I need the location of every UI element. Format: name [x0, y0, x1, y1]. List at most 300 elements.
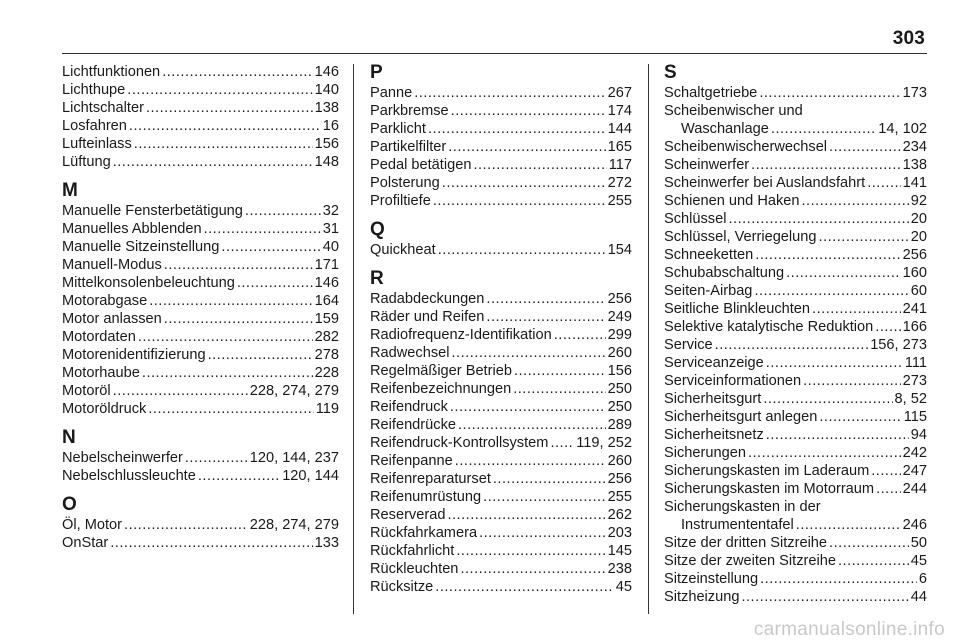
index-entry-term: Radiofrequenz-Identifikation [370, 327, 552, 343]
dot-leader [728, 210, 908, 228]
index-entry-term: Sicherheitsgurt [664, 391, 762, 407]
dot-leader [876, 480, 901, 498]
page-reference: 141 [902, 175, 927, 191]
index-entry-term: Sicherungskasten im Laderaum [664, 463, 870, 479]
dot-leader [760, 570, 917, 588]
page-reference: 255 [607, 193, 632, 209]
index-entry-term: Seiten-Airbag [664, 283, 753, 299]
index-entry [664, 84, 927, 102]
dot-leader [479, 524, 606, 542]
index-entry [62, 467, 339, 485]
page-reference: 31 [322, 221, 339, 237]
index-entry-term: Schlüssel, Verriegelung [664, 229, 817, 245]
index-entry [62, 328, 339, 346]
index-entry-term: Manuelle Sitzeinstellung [62, 239, 220, 255]
page-reference: 267 [607, 85, 632, 101]
page-reference: 140 [314, 82, 339, 98]
index-entry [62, 310, 339, 328]
page-reference: 119 [315, 401, 339, 417]
index-entry [664, 372, 927, 390]
page-reference: 242 [902, 445, 927, 461]
index-entry [370, 344, 632, 362]
dot-leader [771, 120, 876, 138]
page-reference: 250 [607, 381, 632, 397]
index-entry-term: Polsterung [370, 175, 440, 191]
page-reference: 14, 102 [878, 121, 927, 137]
index-entry [664, 336, 927, 354]
index-entry [370, 174, 632, 192]
index-entry-term: Selektive katalytische Reduktion [664, 319, 874, 335]
page-reference: 238 [607, 561, 632, 577]
index-entry [62, 292, 339, 310]
section-letter: R [370, 268, 384, 289]
index-entry-term: Reifendrücke [370, 417, 456, 433]
index-entry-term: Reifenreparaturset [370, 471, 491, 487]
page-reference: 117 [608, 157, 632, 173]
dot-leader [149, 292, 312, 310]
page-reference: 8, 52 [894, 391, 927, 407]
index-entry-term: Reifendruck-Kontrollsystem [370, 435, 549, 451]
index-entry [62, 63, 339, 81]
index-entry-term: Quickheat [370, 242, 436, 258]
index-entry [370, 524, 632, 542]
index-entry-term: Reserverad [370, 507, 446, 523]
dot-leader [838, 552, 909, 570]
index-entry [664, 534, 927, 552]
page-reference: 256 [607, 471, 632, 487]
dot-leader [448, 138, 605, 156]
index-entry [62, 346, 339, 364]
dot-leader [715, 336, 869, 354]
dot-leader [796, 516, 901, 534]
page-reference: 234 [902, 139, 927, 155]
index-entry [664, 138, 927, 156]
index-entry-term: Regelmäßiger Betrieb [370, 363, 512, 379]
page-reference: 20 [910, 229, 927, 245]
dot-leader [513, 380, 605, 398]
index-entry [664, 588, 927, 606]
dot-leader [554, 326, 606, 344]
index-entry-term: Schubabschaltung [664, 265, 785, 281]
dot-leader [113, 382, 248, 400]
dot-leader [442, 174, 606, 192]
index-entry-term: Reifenpanne [370, 453, 453, 469]
page-reference: 145 [607, 543, 632, 559]
dot-leader [486, 308, 605, 326]
index-entry-term: Mittelkonsolenbeleuchtung [62, 275, 235, 291]
index-entry [370, 560, 632, 578]
index-entry-term: Reifendruck [370, 399, 448, 415]
index-entry-term: Radwechsel [370, 345, 450, 361]
page-reference: 228 [314, 365, 339, 381]
index-entry [664, 354, 927, 372]
index-entry-term: Radabdeckungen [370, 291, 485, 307]
dot-leader [473, 156, 606, 174]
dot-leader [550, 434, 574, 452]
dot-leader [428, 120, 606, 138]
page-reference: 20 [910, 211, 927, 227]
page-reference: 247 [902, 463, 927, 479]
index-entry [664, 390, 927, 408]
index-entry-term: Manuelles Abblenden [62, 221, 202, 237]
dot-leader [245, 202, 321, 220]
page-reference: 299 [607, 327, 632, 343]
page-reference: 120, 144, 237 [249, 450, 339, 466]
section-letter: Q [370, 219, 385, 240]
page-reference: 160 [902, 265, 927, 281]
section-letter: M [62, 180, 78, 201]
page-reference: 138 [314, 100, 339, 116]
index-entry [664, 192, 927, 210]
index-entry [62, 135, 339, 153]
index-entry [664, 264, 927, 282]
index-entry-term: Motoröldruck [62, 401, 147, 417]
index-entry [664, 480, 927, 498]
page-reference: 203 [607, 525, 632, 541]
index-entry [664, 444, 927, 462]
index-entry-term: Lüftung [62, 154, 111, 170]
index-entry [664, 408, 927, 426]
page-reference: 45 [615, 579, 632, 595]
page-reference: 173 [902, 85, 927, 101]
index-entry [62, 382, 339, 400]
index-entry-term: Profiltiefe [370, 193, 431, 209]
index-entry [62, 153, 339, 171]
page-reference: 289 [607, 417, 632, 433]
page-reference: 32 [322, 203, 339, 219]
index-entry-term: Manuelle Fensterbetätigung [62, 203, 243, 219]
dot-leader [447, 506, 605, 524]
dot-leader [867, 174, 900, 192]
dot-leader [786, 264, 901, 282]
page-reference: 272 [607, 175, 632, 191]
index-entry-term: Reifenumrüstung [370, 489, 482, 505]
index-entry-term: Sitze der zweiten Sitzreihe [664, 553, 836, 569]
dot-leader [129, 117, 321, 135]
index-entry-term: Sitze der dritten Sitzreihe [664, 535, 828, 551]
page-reference: 94 [910, 427, 927, 443]
index-entry [370, 380, 632, 398]
index-entry-term: Motordaten [62, 329, 136, 345]
page-reference: 164 [314, 293, 339, 309]
index-entry-term: Parkbremse [370, 103, 449, 119]
index-entry [664, 462, 927, 480]
index-entry-term: Serviceanzeige [664, 355, 764, 371]
index-entry-term: Sitzheizung [664, 589, 740, 605]
dot-leader [204, 220, 321, 238]
index-entry [664, 120, 927, 138]
index-entry [370, 326, 632, 344]
page-reference: 111 [904, 355, 927, 371]
page-reference: 146 [314, 64, 339, 80]
index-column-2 [370, 63, 632, 596]
index-entry [664, 516, 927, 534]
dot-leader [450, 398, 606, 416]
dot-leader [802, 192, 909, 210]
dot-leader [754, 282, 908, 300]
index-entry [664, 552, 927, 570]
page-reference: 241 [902, 301, 927, 317]
dot-leader [763, 390, 892, 408]
index-entry-term: Seitliche Blinkleuchten [664, 301, 811, 317]
page-reference: 45 [910, 553, 927, 569]
page-reference: 260 [607, 453, 632, 469]
index-entry-term: Motorabgase [62, 293, 148, 309]
index-entry [370, 506, 632, 524]
page-reference: 244 [902, 481, 927, 497]
index-entry-term: Rückfahrlicht [370, 543, 455, 559]
dot-leader [819, 408, 901, 426]
page-reference: 256 [902, 247, 927, 263]
dot-leader [414, 84, 605, 102]
index-entry-term: Lufteinlass [62, 136, 132, 152]
page-reference: 273 [902, 373, 927, 389]
page-reference: 156, 273 [870, 337, 927, 353]
index-entry-term: Sicherheitsnetz [664, 427, 764, 443]
page-reference: 148 [314, 154, 339, 170]
dot-leader [748, 444, 901, 462]
page-reference: 165 [607, 139, 632, 155]
index-entry-term: OnStar [62, 535, 109, 551]
index-entry [370, 308, 632, 326]
page-reference: 6 [918, 571, 927, 587]
dot-leader [208, 346, 313, 364]
column-divider [648, 64, 649, 614]
index-entry-term: Parklicht [370, 121, 426, 137]
dot-leader [812, 300, 901, 318]
index-entry-term: Rücksitze [370, 579, 434, 595]
index-entry [664, 426, 927, 444]
index-entry [664, 282, 927, 300]
dot-leader [755, 246, 900, 264]
dot-leader [456, 542, 605, 560]
dot-leader [514, 362, 606, 380]
index-entry-term: Sicherheitsgurt anlegen [664, 409, 818, 425]
index-entry [62, 81, 339, 99]
index-entry [62, 256, 339, 274]
index-entry [370, 578, 632, 596]
index-entry [370, 434, 632, 452]
dot-leader [124, 516, 248, 534]
index-entry-term: Motor anlassen [62, 311, 162, 327]
index-entry-term: Partikelfilter [370, 139, 447, 155]
index-entry [664, 174, 927, 192]
dot-leader [127, 81, 312, 99]
dot-leader [493, 470, 606, 488]
dot-leader [162, 63, 312, 81]
index-entry [62, 274, 339, 292]
dot-leader [819, 228, 909, 246]
index-column-3 [664, 63, 927, 606]
dot-leader [198, 467, 280, 485]
index-entry-term: Motorhaube [62, 365, 140, 381]
index-entry-term: Pedal betätigen [370, 157, 472, 173]
dot-leader [829, 138, 901, 156]
index-entry [62, 238, 339, 256]
dot-leader [164, 310, 313, 328]
page-reference: 278 [314, 347, 339, 363]
index-entry [370, 416, 632, 434]
page-reference: 154 [607, 242, 632, 258]
index-entry [370, 102, 632, 120]
dot-leader [435, 578, 614, 596]
dot-leader [110, 534, 312, 552]
index-entry-term: Service [664, 337, 713, 353]
dot-leader [829, 534, 909, 552]
index-entry [370, 192, 632, 210]
index-entry [370, 241, 632, 259]
index-entry-term: Sicherungen [664, 445, 746, 461]
index-entry [62, 117, 339, 135]
index-entry [664, 210, 927, 228]
page-reference: 262 [607, 507, 632, 523]
page-reference: 40 [322, 239, 339, 255]
page-reference: 166 [902, 319, 927, 335]
index-entry-term: Rückfahrkamera [370, 525, 478, 541]
index-entry [664, 318, 927, 336]
dot-leader [766, 354, 903, 372]
index-entry [62, 364, 339, 382]
index-entry-term: Scheinwerfer [664, 157, 750, 173]
index-entry [62, 99, 339, 117]
index-entry [370, 542, 632, 560]
dot-leader [438, 241, 606, 259]
index-entry-continuation: Instrumententafel [681, 517, 794, 533]
index-column-1 [62, 63, 339, 552]
index-entry [62, 534, 339, 552]
index-entry [370, 362, 632, 380]
index-entry-term: Nebelscheinwerfer [62, 450, 183, 466]
index-entry [62, 449, 339, 467]
index-entry-term: Scheibenwischerwechsel [664, 139, 828, 155]
dot-leader [185, 449, 248, 467]
page-reference: 159 [314, 311, 339, 327]
page-reference: 120, 144 [282, 468, 339, 484]
index-entry [370, 290, 632, 308]
page-reference: 228, 274, 279 [249, 517, 339, 533]
index-entry [664, 156, 927, 174]
page-reference: 282 [314, 329, 339, 345]
index-entry-term: Losfahren [62, 118, 127, 134]
index-entry [664, 228, 927, 246]
dot-leader [766, 426, 909, 444]
index-entry-term: Sicherungskasten in der [664, 499, 821, 515]
index-entry-term: Reifenbezeichnungen [370, 381, 512, 397]
index-entry-term: Serviceinformationen [664, 373, 802, 389]
page-reference: 119, 252 [576, 435, 632, 451]
page-reference: 146 [314, 275, 339, 291]
dot-leader [452, 344, 606, 362]
section-letter: P [370, 62, 383, 83]
dot-leader [751, 156, 900, 174]
index-entry [370, 470, 632, 488]
page-reference: 44 [910, 589, 927, 605]
watermark: carmanualsonline.info [753, 619, 945, 640]
dot-leader [138, 328, 313, 346]
index-entry [370, 120, 632, 138]
dot-leader [113, 153, 313, 171]
page-reference: 228, 274, 279 [249, 383, 339, 399]
dot-leader [146, 99, 313, 117]
page-number: 303 [892, 28, 925, 49]
page-reference: 255 [607, 489, 632, 505]
page-reference: 144 [607, 121, 632, 137]
section-letter: N [62, 427, 76, 448]
index-entry-term: Lichthupe [62, 82, 126, 98]
index-entry [664, 246, 927, 264]
column-divider [353, 64, 354, 614]
page-reference: 115 [903, 409, 927, 425]
index-entry [62, 516, 339, 534]
index-entry [62, 400, 339, 418]
index-entry-term: Schienen und Haken [664, 193, 800, 209]
index-entry [664, 300, 927, 318]
page-reference: 156 [314, 136, 339, 152]
index-entry-term: Öl, Motor [62, 517, 123, 533]
dot-leader [458, 416, 606, 434]
index-entry-term: Schaltgetriebe [664, 85, 758, 101]
dot-leader [221, 238, 320, 256]
index-entry-term: Nebelschlussleuchte [62, 468, 196, 484]
page-reference: 50 [910, 535, 927, 551]
dot-leader [486, 290, 605, 308]
dot-leader [460, 560, 605, 578]
dot-leader [164, 256, 313, 274]
dot-leader [148, 400, 313, 418]
header-rule [62, 53, 927, 54]
page-reference: 256 [607, 291, 632, 307]
page-reference: 260 [607, 345, 632, 361]
dot-leader [455, 452, 606, 470]
index-entry [370, 398, 632, 416]
dot-leader [741, 588, 908, 606]
dot-leader [451, 102, 606, 120]
page-reference: 133 [314, 535, 339, 551]
dot-leader [803, 372, 901, 390]
index-entry-term: Lichtschalter [62, 100, 144, 116]
index-entry [370, 138, 632, 156]
index-entry [370, 84, 632, 102]
page-reference: 60 [910, 283, 927, 299]
dot-leader [871, 462, 900, 480]
index-entry-term: Sicherungskasten im Motorraum [664, 481, 875, 497]
index-entry-term: Räder und Reifen [370, 309, 485, 325]
index-entry [62, 202, 339, 220]
dot-leader [483, 488, 606, 506]
index-entry-term: Panne [370, 85, 413, 101]
page-reference: 249 [607, 309, 632, 325]
index-entry-term: Motoröl [62, 383, 111, 399]
index-entry-term: Manuell-Modus [62, 257, 162, 273]
page-reference: 171 [314, 257, 339, 273]
index-entry [62, 220, 339, 238]
dot-leader [142, 364, 313, 382]
page-reference: 246 [902, 517, 927, 533]
index-entry-term: Motorenidentifizierung [62, 347, 206, 363]
index-entry [370, 452, 632, 470]
page-reference: 174 [607, 103, 632, 119]
page-reference: 156 [607, 363, 632, 379]
index-entry-term: Schlüssel [664, 211, 727, 227]
index-entry-term: Scheinwerfer bei Auslandsfahrt [664, 175, 866, 191]
index-entry-term: Lichtfunktionen [62, 64, 161, 80]
page-reference: 250 [607, 399, 632, 415]
section-letter: S [664, 62, 677, 83]
dot-leader [237, 274, 313, 292]
index-entry-term: Sitzeinstellung [664, 571, 759, 587]
index-entry-term: Rückleuchten [370, 561, 459, 577]
index-entry-continuation: Waschanlage [681, 121, 769, 137]
